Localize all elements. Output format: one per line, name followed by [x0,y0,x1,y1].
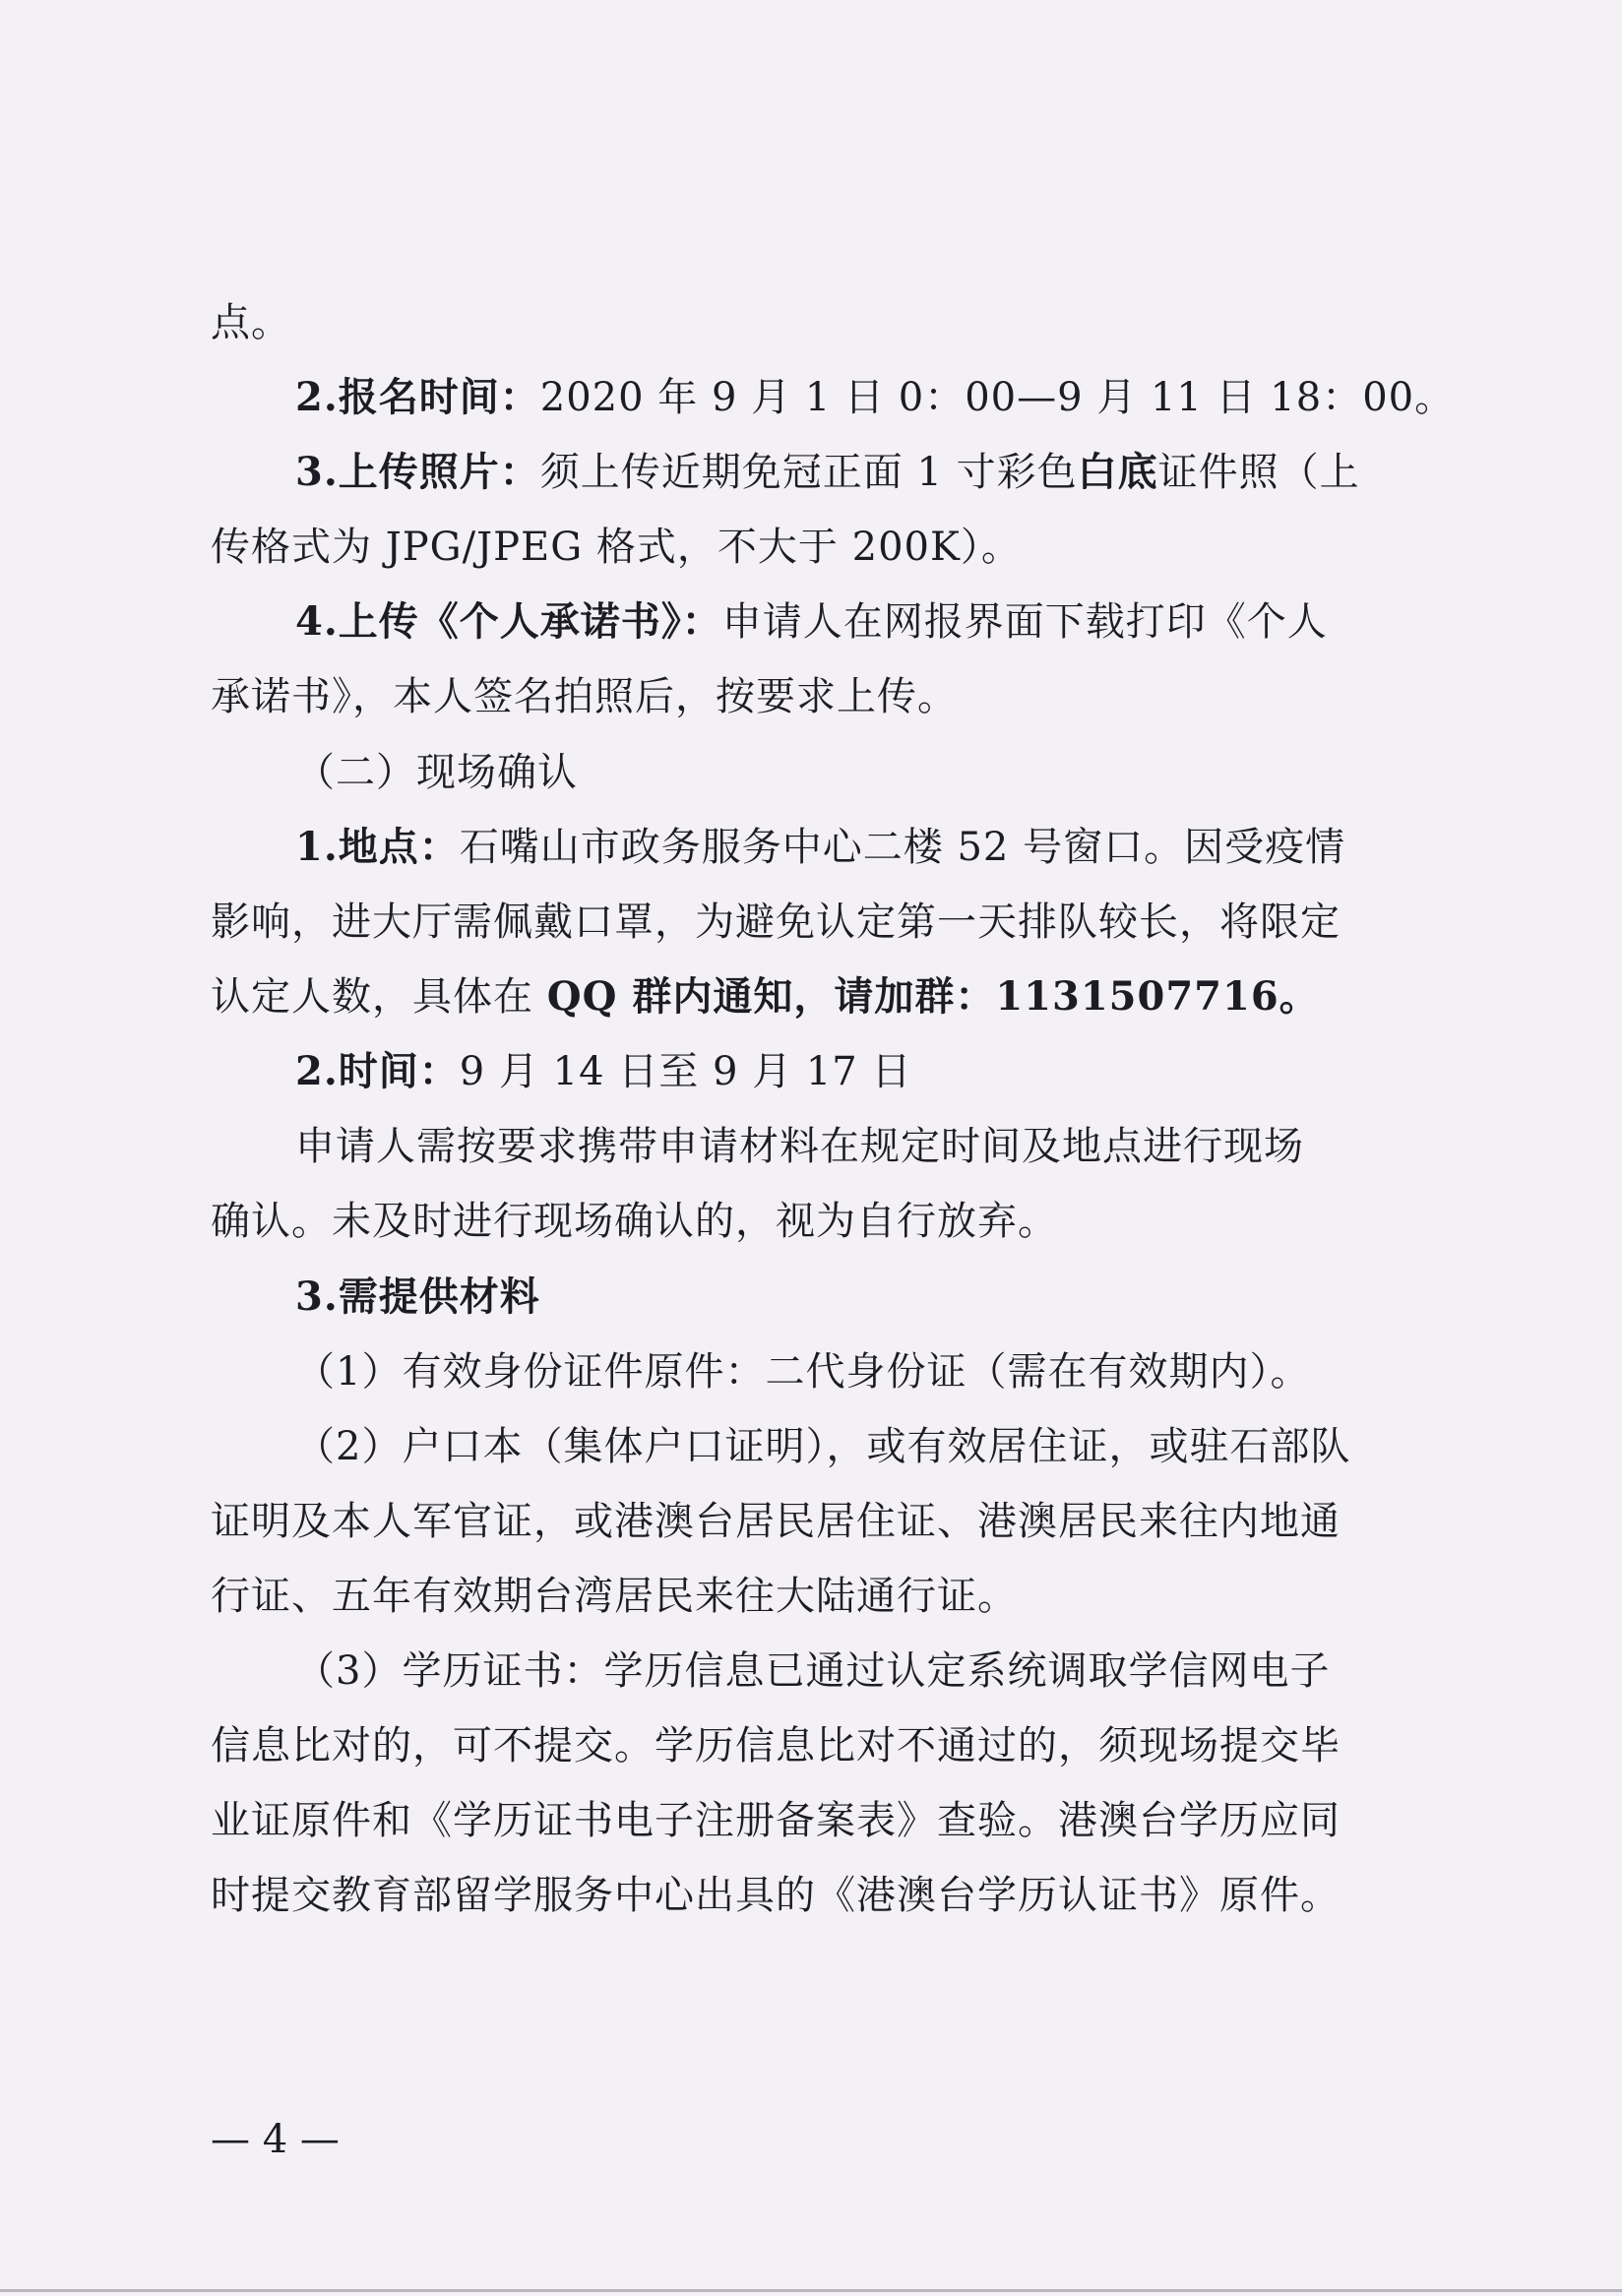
page-number: — 4 — [211,2117,340,2162]
onsite-location-label: 1.地点： [295,824,460,870]
onsite-location-cont-2: 认定人数，具体在 QQ 群内通知，请加群：1131507716。 [211,973,1320,1020]
onsite-time: 2.时间：9 月 14 日至 9 月 17 日 [295,1048,912,1094]
upload-photo-cont: 传格式为 JPG/JPEG 格式，不大于 200K）。 [211,525,1022,570]
para-continuation: 点。 [211,300,291,345]
material-item-3-cont-1: 信息比对的，可不提交。学历信息比对不通过的，须现场提交毕 [211,1723,1341,1769]
onsite-requirement-cont: 确认。未及时进行现场确认的，视为自行放弃。 [211,1199,1058,1244]
scan-bottom-edge [0,2289,1622,2292]
material-item-2: （2）户口本（集体户口证明），或有效居住证，或驻石部队 [295,1424,1351,1469]
section-onsite-confirmation: （二）现场确认 [295,750,578,795]
material-item-3-cont-2: 业证原件和《学历证书电子注册备案表》查验。港澳台学历应同 [211,1798,1341,1843]
onsite-location-cont-1: 影响，进大厅需佩戴口罩，为避免认定第一天排队较长，将限定 [211,900,1341,945]
material-item-2-cont-1: 证明及本人军官证，或港澳台居民居住证、港澳居民来往内地通 [211,1499,1341,1544]
registration-time-label: 2.报名时间： [295,374,540,420]
onsite-time-label: 2.时间： [295,1048,460,1094]
upload-photo-label: 3.上传照片： [295,449,540,495]
upload-commitment: 4.上传《个人承诺书》：申请人在网报界面下载打印《个人 [295,598,1328,645]
white-background-emphasis: 白底 [1077,449,1158,495]
material-item-1: （1）有效身份证件原件：二代身份证（需在有效期内）。 [295,1349,1311,1395]
material-item-3: （3）学历证书：学历信息已通过认定系统调取学信网电子 [295,1648,1331,1694]
upload-commitment-label: 4.上传《个人承诺书》： [295,598,722,645]
materials-heading: 3.需提供材料 [295,1273,540,1320]
upload-commitment-cont: 承诺书》，本人签名拍照后，按要求上传。 [211,674,958,719]
onsite-location: 1.地点：石嘴山市政务服务中心二楼 52 号窗口。因受疫情 [295,824,1346,870]
registration-time: 2.报名时间：2020 年 9 月 1 日 0：00—9 月 11 日 18：00。 [295,374,1456,420]
qq-group-notice: QQ 群内通知，请加群：1131507716。 [546,973,1320,1020]
material-item-3-cont-3: 时提交教育部留学服务中心出具的《港澳台学历认证书》原件。 [211,1873,1341,1918]
upload-photo: 3.上传照片：须上传近期免冠正面 1 寸彩色白底证件照（上 [295,449,1360,495]
onsite-requirement: 申请人需按要求携带申请材料在规定时间及地点进行现场 [295,1124,1304,1169]
material-item-2-cont-2: 行证、五年有效期台湾居民来往大陆通行证。 [211,1574,1018,1619]
